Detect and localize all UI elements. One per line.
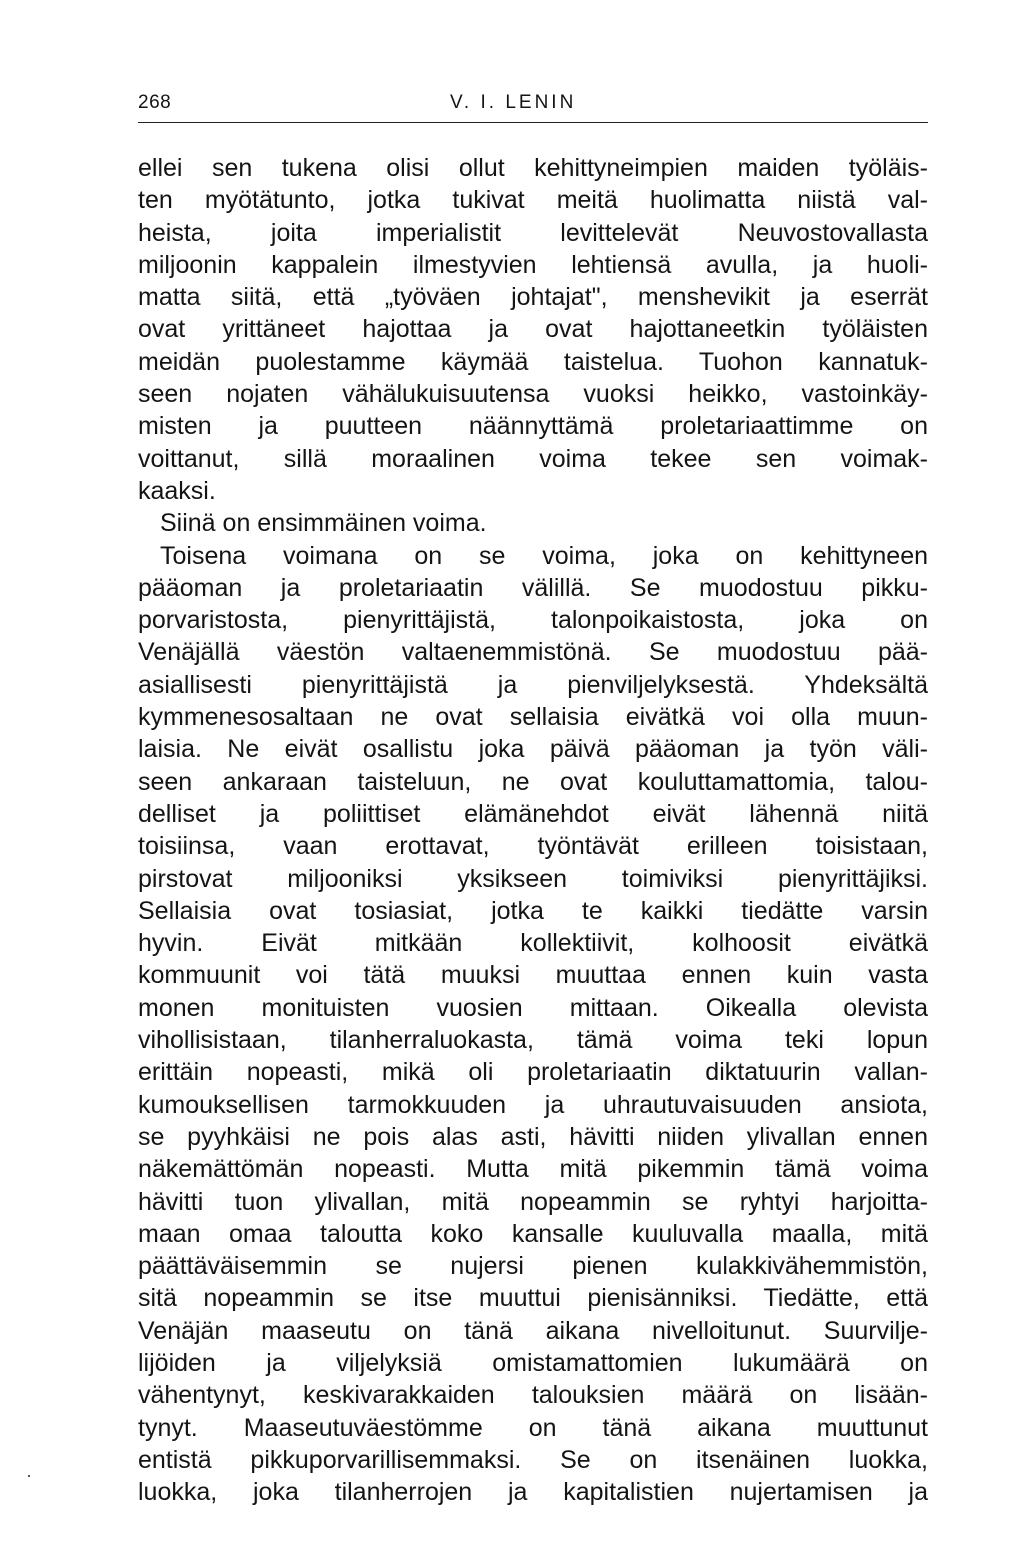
text-line: Venäjän maaseutu on tänä aikana nivelloitunut. Suurvilje- bbox=[138, 1316, 928, 1345]
text-line: laisia. Ne eivät osallistu joka päivä pääoman ja työn väli- bbox=[138, 735, 928, 764]
text-line: monen monituisten vuosien mittaan. Oikealla olevista bbox=[138, 993, 928, 1022]
text-line: porvaristosta, pienyrittäjistä, talonpoikaistosta, joka on bbox=[138, 606, 928, 635]
running-head bbox=[138, 88, 928, 123]
text-line: päättäväisemmin se nujersi pienen kulakkivähemmistön, bbox=[138, 1252, 928, 1281]
text-line: delliset ja poliittiset elämänehdot eivät lähennä niitä bbox=[138, 799, 928, 828]
text-line: pääoman ja proletariaatin välillä. Se muodostuu pikku- bbox=[138, 573, 928, 602]
text-line: maan omaa taloutta koko kansalle kuuluvalla maalla, mitä bbox=[138, 1219, 928, 1248]
text-line: lijöiden ja viljelyksiä omistamattomien lukumäärä on bbox=[138, 1348, 928, 1377]
text-line: kumouksellisen tarmokkuuden ja uhrautuvaisuuden ansiota, bbox=[138, 1090, 928, 1119]
text-line: erittäin nopeasti, mikä oli proletariaatin diktatuurin vallan- bbox=[138, 1058, 928, 1087]
text-line: misten ja puutteen näännyttämä proletariaattimme on bbox=[138, 412, 928, 441]
text-line: luokka, joka tilanherrojen ja kapitalistien nujertamisen ja bbox=[138, 1478, 928, 1507]
text-line: voittanut, sillä moraalinen voima tekee sen voimak- bbox=[138, 444, 928, 473]
text-line: tynyt. Maaseutuväestömme on tänä aikana muuttunut bbox=[138, 1413, 928, 1442]
text-line: ovat yrittäneet hajottaa ja ovat hajottaneetkin työläisten bbox=[138, 315, 928, 344]
text-line: meidän puolestamme käymää taistelua. Tuohon kannatuk- bbox=[138, 347, 928, 376]
text-line: Toisena voimana on se voima, joka on kehittyneen bbox=[160, 541, 928, 570]
print-speck bbox=[28, 1475, 30, 1477]
text-line: heista, joita imperialistit levittelevät Neuvostovallasta bbox=[138, 218, 928, 247]
text-line: ellei sen tukena olisi ollut kehittyneimpien maiden työläis- bbox=[138, 154, 928, 182]
text-line: seen ankaraan taisteluun, ne ovat kouluttamattomia, talou- bbox=[138, 767, 928, 796]
page-number: 268 bbox=[138, 92, 172, 113]
text-line: entistä pikkuporvarillisemmaksi. Se on itsenäinen luokka, bbox=[138, 1445, 928, 1474]
text-line: hyvin. Eivät mitkään kollektiivit, kolhoosit eivätkä bbox=[138, 929, 928, 958]
text-line: kymmenesosaltaan ne ovat sellaisia eivätkä voi olla muun- bbox=[138, 703, 928, 732]
text-line: vähentynyt, keskivarakkaiden talouksien määrä on lisään- bbox=[138, 1381, 928, 1410]
text-line: vihollisistaan, tilanherraluokasta, tämä voima teki lopun bbox=[138, 1026, 928, 1055]
text-line: asiallisesti pienyrittäjistä ja pienviljelyksestä. Yhdeksältä bbox=[138, 670, 928, 699]
text-line: Siinä on ensimmäinen voima. bbox=[160, 509, 487, 538]
text-line: matta siitä, että „työväen johtajat", menshevikit ja eserrät bbox=[138, 283, 928, 312]
text-line: ten myötätunto, jotka tukivat meitä huolimatta niistä val- bbox=[138, 186, 928, 215]
text-line: Sellaisia ovat tosiasiat, jotka te kaikki tiedätte varsin bbox=[138, 896, 928, 925]
text-line: näkemättömän nopeasti. Mutta mitä pikemmin tämä voima bbox=[138, 1155, 928, 1184]
text-line: toisiinsa, vaan erottavat, työntävät erilleen toisistaan, bbox=[138, 832, 928, 861]
text-line: Venäjällä väestön valtaenemmistönä. Se muodostuu pää- bbox=[138, 638, 928, 667]
body-text bbox=[138, 152, 928, 1508]
text-line: kommuunit voi tätä muuksi muuttaa ennen kuin vasta bbox=[138, 961, 928, 990]
text-line: seen nojaten vähälukuisuutensa vuoksi heikko, vastoinkäy- bbox=[138, 380, 928, 409]
text-line: kaaksi. bbox=[138, 476, 216, 505]
text-line: pirstovat miljooniksi yksikseen toimiviksi pienyrittäjiksi. bbox=[138, 864, 928, 893]
text-line: se pyyhkäisi ne pois alas asti, hävitti niiden ylivallan ennen bbox=[138, 1122, 928, 1151]
text-line: hävitti tuon ylivallan, mitä nopeammin se ryhtyi harjoitta- bbox=[138, 1187, 928, 1216]
text-line: sitä nopeammin se itse muuttui pienisänniksi. Tiedätte, että bbox=[138, 1284, 928, 1313]
text-line: miljoonin kappalein ilmestyvien lehtiensä avulla, ja huoli- bbox=[138, 250, 928, 279]
running-head-author: V. I. LENIN bbox=[450, 92, 577, 113]
